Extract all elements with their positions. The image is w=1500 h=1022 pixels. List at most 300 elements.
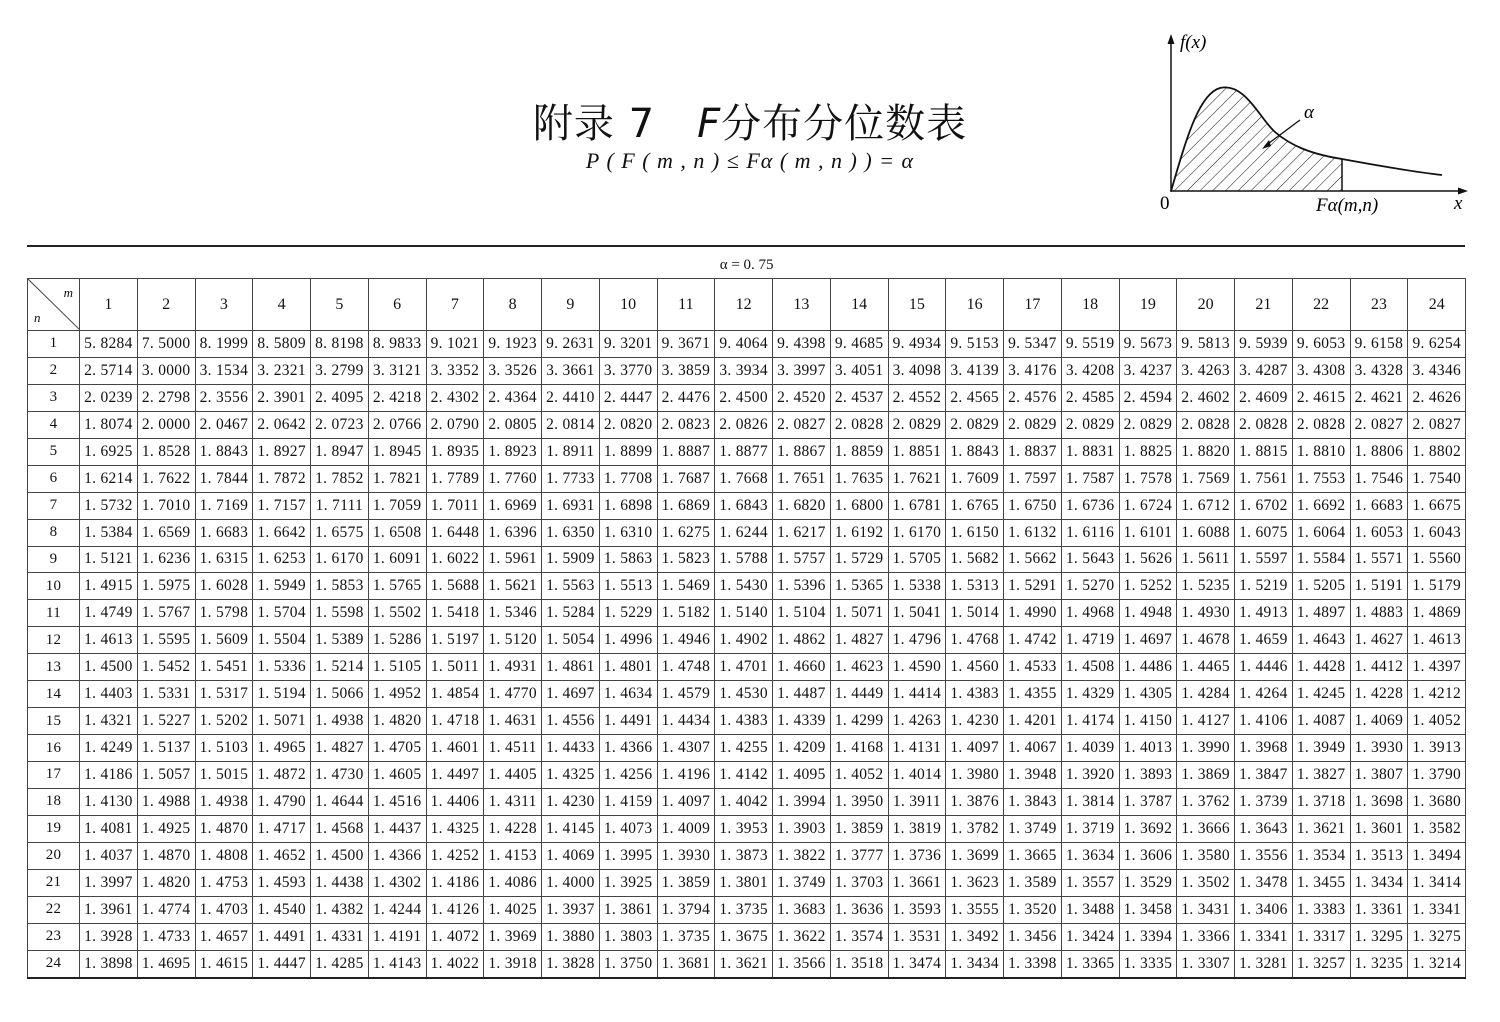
table-cell: 1. 5513 [599,573,657,600]
table-cell: 1. 7553 [1292,465,1350,492]
table-cell: 1. 8837 [1004,438,1062,465]
column-header-m: 12 [715,279,773,331]
table-cell: 1. 3782 [946,815,1004,842]
column-header-m: 3 [195,279,253,331]
table-cell: 1. 4329 [1061,681,1119,708]
table-cell: 1. 4516 [368,788,426,815]
table-cell: 1. 5584 [1292,546,1350,573]
table-cell: 1. 4560 [946,654,1004,681]
table-cell: 1. 4913 [1235,600,1293,627]
row-header-n: 10 [28,573,80,600]
table-cell: 1. 6969 [484,492,542,519]
table-cell: 2. 4594 [1119,384,1177,411]
table-cell: 1. 3968 [1235,735,1293,762]
table-cell: 1. 3961 [80,896,138,923]
table-cell: 1. 5331 [137,681,195,708]
table-cell: 1. 3787 [1119,788,1177,815]
table-cell: 1. 4613 [1408,627,1466,654]
table-cell: 1. 4465 [1177,654,1235,681]
table-cell: 1. 3365 [1061,950,1119,977]
table-cell: 1. 4530 [715,681,773,708]
table-cell: 1. 3948 [1004,762,1062,789]
alpha-label: α [1304,102,1314,123]
row-header-n: 21 [28,869,80,896]
table-cell: 1. 5346 [484,600,542,627]
table-cell: 1. 4150 [1119,708,1177,735]
table-cell: 1. 5197 [426,627,484,654]
f-quantile-table [27,252,1466,979]
table-cell: 1. 3980 [946,762,1004,789]
table-cell: 1. 3214 [1408,950,1466,977]
table-cell: 1. 4615 [195,950,253,977]
table-cell: 1. 3736 [888,842,946,869]
table-cell: 1. 8899 [599,438,657,465]
table-cell: 1. 5235 [1177,573,1235,600]
table-cell: 2. 0827 [773,411,831,438]
table-cell: 2. 4609 [1235,384,1293,411]
table-cell: 1. 8859 [830,438,888,465]
row-header-n: 18 [28,788,80,815]
table-cell: 1. 4491 [599,708,657,735]
column-header-m: 4 [253,279,311,331]
column-header-m: 14 [830,279,888,331]
table-cell: 1. 4854 [426,681,484,708]
table-cell: 7. 5000 [137,331,195,358]
table-cell: 1. 3341 [1408,896,1466,923]
table-cell: 1. 6217 [773,519,831,546]
table-cell: 1. 3557 [1061,869,1119,896]
table-cell: 1. 6170 [888,519,946,546]
table-cell: 1. 7540 [1408,465,1466,492]
table-cell: 9. 5939 [1235,331,1293,358]
table-cell: 1. 7011 [426,492,484,519]
table-cell: 1. 3335 [1119,950,1177,977]
table-cell: 1. 3529 [1119,869,1177,896]
table-cell: 1. 5598 [311,600,369,627]
table-cell: 1. 5704 [253,600,311,627]
table-cell: 1. 3478 [1235,869,1293,896]
table-cell: 1. 5626 [1119,546,1177,573]
table-cell: 1. 5054 [542,627,600,654]
table-cell: 1. 6898 [599,492,657,519]
table-cell: 1. 7852 [311,465,369,492]
table-cell: 1. 4659 [1235,627,1293,654]
table-cell: 1. 5705 [888,546,946,573]
table-row [28,438,1466,465]
row-header-n: 8 [28,519,80,546]
table-cell: 1. 4191 [368,923,426,950]
table-cell: 1. 5975 [137,573,195,600]
table-cell: 1. 4533 [1004,654,1062,681]
table-cell: 2. 0829 [888,411,946,438]
column-header-m: 19 [1119,279,1177,331]
table-cell: 1. 3930 [1350,735,1408,762]
table-cell: 1. 5229 [599,600,657,627]
table-cell: 1. 4796 [888,627,946,654]
table-cell: 1. 4339 [773,708,831,735]
table-row [28,331,1466,358]
table-cell: 1. 4774 [137,896,195,923]
table-cell: 1. 5338 [888,573,946,600]
table-cell: 1. 5313 [946,573,1004,600]
table-cell: 1. 4930 [1177,600,1235,627]
top-rule [27,245,1465,247]
row-header-n: 9 [28,546,80,573]
table-cell: 1. 4256 [599,762,657,789]
table-cell: 1. 5252 [1119,573,1177,600]
table-cell: 9. 4685 [830,331,888,358]
table-cell: 1. 3636 [830,896,888,923]
table-cell: 1. 5765 [368,573,426,600]
row-header-n: 13 [28,654,80,681]
table-cell: 1. 3718 [1292,788,1350,815]
table-cell: 1. 4244 [368,896,426,923]
table-cell: 1. 5191 [1350,573,1408,600]
table-cell: 1. 3969 [484,923,542,950]
table-cell: 1. 4285 [311,950,369,977]
table-cell: 3. 4287 [1235,357,1293,384]
table-cell: 1. 7578 [1119,465,1177,492]
table-cell: 9. 4934 [888,331,946,358]
table-cell: 1. 4228 [1350,681,1408,708]
table-cell: 3. 4263 [1177,357,1235,384]
table-cell: 1. 7546 [1350,465,1408,492]
table-cell: 1. 4042 [715,788,773,815]
table-cell: 1. 7760 [484,465,542,492]
table-cell: 1. 5798 [195,600,253,627]
table-cell: 1. 4013 [1119,735,1177,762]
table-cell: 1. 4127 [1177,708,1235,735]
table-cell: 1. 4446 [1235,654,1293,681]
table-cell: 1. 6575 [311,519,369,546]
table-cell: 1. 3623 [946,869,1004,896]
table-cell: 1. 3918 [484,950,542,977]
table-cell: 1. 6116 [1061,519,1119,546]
table-cell: 1. 4770 [484,681,542,708]
alpha-shaded-area [1171,87,1342,191]
table-cell: 1. 4497 [426,762,484,789]
table-cell: 1. 4946 [657,627,715,654]
table-cell: 1. 3814 [1061,788,1119,815]
table-cell: 1. 5452 [137,654,195,681]
table-cell: 2. 0820 [599,411,657,438]
corner-header [28,279,80,331]
table-cell: 1. 4252 [426,842,484,869]
table-cell: 1. 5909 [542,546,600,573]
table-cell: 1. 4965 [253,735,311,762]
table-cell: 1. 3735 [715,896,773,923]
table-cell: 1. 3458 [1119,896,1177,923]
table-cell: 2. 4364 [484,384,542,411]
table-cell: 1. 3913 [1408,735,1466,762]
table-cell: 1. 4652 [253,842,311,869]
table-cell: 1. 3414 [1408,869,1466,896]
table-cell: 3. 3859 [657,357,715,384]
table-cell: 3. 4051 [830,357,888,384]
table-cell: 1. 5643 [1061,546,1119,573]
table-cell: 1. 4925 [137,815,195,842]
table-cell: 1. 4697 [542,681,600,708]
table-cell: 2. 4585 [1061,384,1119,411]
table-cell: 2. 4576 [1004,384,1062,411]
row-header-n: 3 [28,384,80,411]
table-cell: 1. 8935 [426,438,484,465]
table-cell: 1. 5729 [830,546,888,573]
table-cell: 1. 8843 [946,438,1004,465]
table-cell: 5. 8284 [80,331,138,358]
table-cell: 2. 0000 [137,411,195,438]
table-cell: 3. 4176 [1004,357,1062,384]
corner-m-label: m [63,285,73,300]
table-cell: 1. 3555 [946,896,1004,923]
table-cell: 1. 7635 [830,465,888,492]
table-cell: 1. 7708 [599,465,657,492]
table-cell: 1. 5853 [311,573,369,600]
table-cell: 1. 3997 [80,869,138,896]
table-cell: 3. 3661 [542,357,600,384]
corner-n-label: n [34,310,41,325]
table-cell: 3. 3770 [599,357,657,384]
table-cell: 1. 5014 [946,600,1004,627]
table-cell: 1. 7668 [715,465,773,492]
table-cell: 1. 5621 [484,573,542,600]
table-cell: 1. 4869 [1408,600,1466,627]
table-cell: 1. 5571 [1350,546,1408,573]
table-cell: 1. 3703 [830,869,888,896]
table-cell: 2. 4218 [368,384,426,411]
table-cell: 1. 3621 [1292,815,1350,842]
table-cell: 1. 4915 [80,573,138,600]
table-cell: 1. 3950 [830,788,888,815]
table-cell: 1. 7687 [657,465,715,492]
table-cell: 1. 4988 [137,788,195,815]
table-cell: 1. 3953 [715,815,773,842]
table-cell: 2. 0827 [1408,411,1466,438]
table-cell: 1. 3622 [773,923,831,950]
table-cell: 1. 4500 [80,654,138,681]
table-row [28,815,1466,842]
table-cell: 1. 4627 [1350,627,1408,654]
table-cell: 1. 3869 [1177,762,1235,789]
table-cell: 1. 8806 [1350,438,1408,465]
table-cell: 1. 4631 [484,708,542,735]
table-cell: 1. 7010 [137,492,195,519]
table-cell: 1. 4097 [657,788,715,815]
table-cell: 1. 3847 [1235,762,1293,789]
table-cell: 1. 4201 [1004,708,1062,735]
table-cell: 1. 4143 [368,950,426,977]
table-cell: 1. 4511 [484,735,542,762]
row-header-n: 20 [28,842,80,869]
table-cell: 1. 4168 [830,735,888,762]
table-cell: 1. 6750 [1004,492,1062,519]
table-cell: 1. 7059 [368,492,426,519]
table-cell: 1. 4449 [830,681,888,708]
table-cell: 1. 3566 [773,950,831,977]
table-cell: 1. 3903 [773,815,831,842]
table-cell: 1. 6091 [368,546,426,573]
table-cell: 1. 6088 [1177,519,1235,546]
table-cell: 1. 5214 [311,654,369,681]
table-cell: 1. 3990 [1177,735,1235,762]
table-row [28,896,1466,923]
table-cell: 9. 3671 [657,331,715,358]
table-cell: 1. 4302 [368,869,426,896]
table-cell: 1. 4820 [368,708,426,735]
table-cell: 3. 3997 [773,357,831,384]
table-cell: 1. 3749 [773,869,831,896]
table-cell: 1. 6683 [1350,492,1408,519]
table-cell: 1. 3873 [715,842,773,869]
table-cell: 1. 3859 [657,869,715,896]
table-cell: 1. 6675 [1408,492,1466,519]
table-cell: 1. 4405 [484,762,542,789]
table-cell: 2. 0766 [368,411,426,438]
table-cell: 1. 4883 [1350,600,1408,627]
table-cell: 1. 3699 [946,842,1004,869]
table-cell: 1. 4938 [311,708,369,735]
table-cell: 1. 4255 [715,735,773,762]
table-cell: 1. 4948 [1119,600,1177,627]
table-cell: 1. 4808 [195,842,253,869]
table-cell: 9. 5153 [946,331,1004,358]
y-axis-arrow-icon [1168,34,1175,44]
table-cell: 1. 4433 [542,735,600,762]
table-cell: 2. 2798 [137,384,195,411]
table-cell: 2. 0828 [1235,411,1293,438]
table-cell: 1. 4087 [1292,708,1350,735]
table-cell: 1. 4568 [311,815,369,842]
table-cell: 1. 6869 [657,492,715,519]
table-cell: 1. 4052 [830,762,888,789]
table-row [28,546,1466,573]
table-row [28,950,1466,977]
table-cell: 1. 3819 [888,815,946,842]
row-header-n: 4 [28,411,80,438]
table-cell: 1. 3683 [773,896,831,923]
table-cell: 1. 7157 [253,492,311,519]
table-cell: 1. 5662 [1004,546,1062,573]
row-header-n: 16 [28,735,80,762]
column-header-m: 7 [426,279,484,331]
table-row [28,384,1466,411]
column-header-m: 8 [484,279,542,331]
table-cell: 1. 3843 [1004,788,1062,815]
table-cell: 8. 8198 [311,331,369,358]
table-cell: 3. 4328 [1350,357,1408,384]
table-cell: 1. 4996 [599,627,657,654]
table-row [28,600,1466,627]
column-header-m: 13 [773,279,831,331]
table-cell: 1. 3739 [1235,788,1293,815]
table-cell: 1. 3949 [1292,735,1350,762]
table-cell: 1. 4990 [1004,600,1062,627]
table-cell: 1. 8947 [311,438,369,465]
table-cell: 1. 3680 [1408,788,1466,815]
row-header-n: 7 [28,492,80,519]
table-cell: 1. 5396 [773,573,831,600]
column-header-m: 24 [1408,279,1466,331]
table-cell: 1. 3341 [1235,923,1293,950]
table-cell: 1. 6712 [1177,492,1235,519]
table-cell: 1. 4009 [657,815,715,842]
table-cell: 1. 8851 [888,438,946,465]
table-cell: 3. 3526 [484,357,542,384]
table-cell: 1. 3366 [1177,923,1235,950]
table-cell: 1. 8877 [715,438,773,465]
table-cell: 1. 8528 [137,438,195,465]
table-cell: 1. 5823 [657,546,715,573]
table-cell: 1. 6396 [484,519,542,546]
table-cell: 1. 3861 [599,896,657,923]
table-cell: 1. 3859 [830,815,888,842]
table-cell: 9. 6158 [1350,331,1408,358]
table-cell: 1. 3361 [1350,896,1408,923]
table-cell: 1. 8843 [195,438,253,465]
table-cell: 1. 3822 [773,842,831,869]
table-row [28,627,1466,654]
table-cell: 1. 4870 [195,815,253,842]
table-cell: 1. 8945 [368,438,426,465]
table-cell: 3. 4237 [1119,357,1177,384]
table-cell: 1. 5451 [195,654,253,681]
table-cell: 1. 6028 [195,573,253,600]
table-cell: 1. 5071 [830,600,888,627]
table-cell: 1. 4938 [195,788,253,815]
table-cell: 1. 4325 [426,815,484,842]
table-cell: 1. 4733 [137,923,195,950]
table-cell: 1. 6022 [426,546,484,573]
table-cell: 1. 4145 [542,815,600,842]
table-cell: 1. 7597 [1004,465,1062,492]
fx-label: f(x) [1180,32,1207,53]
table-cell: 1. 3928 [80,923,138,950]
table-cell: 3. 3934 [715,357,773,384]
table-row [28,842,1466,869]
table-cell: 9. 6053 [1292,331,1350,358]
table-cell: 1. 4601 [426,735,484,762]
row-header-n: 23 [28,923,80,950]
table-cell: 1. 5284 [542,600,600,627]
table-cell: 8. 1999 [195,331,253,358]
table-cell: 1. 4131 [888,735,946,762]
table-cell: 1. 6692 [1292,492,1350,519]
table-cell: 1. 4593 [253,869,311,896]
table-cell: 3. 4098 [888,357,946,384]
table-cell: 1. 6075 [1235,519,1293,546]
table-cell: 1. 8923 [484,438,542,465]
table-cell: 1. 3257 [1292,950,1350,977]
table-cell: 2. 0828 [1292,411,1350,438]
table-cell: 1. 4701 [715,654,773,681]
table-cell: 1. 3750 [599,950,657,977]
table-cell: 9. 6254 [1408,331,1466,358]
table-cell: 1. 3455 [1292,869,1350,896]
table-row [28,519,1466,546]
table-cell: 1. 4366 [368,842,426,869]
table-cell: 1. 4897 [1292,600,1350,627]
table-cell: 1. 6800 [830,492,888,519]
table-cell: 1. 4403 [80,681,138,708]
column-header-m: 5 [311,279,369,331]
table-cell: 1. 5863 [599,546,657,573]
table-cell: 1. 3621 [715,950,773,977]
table-cell: 1. 7821 [368,465,426,492]
table-cell: 1. 4331 [311,923,369,950]
table-cell: 1. 7789 [426,465,484,492]
header-row [28,279,1466,331]
table-cell: 2. 0642 [253,411,311,438]
